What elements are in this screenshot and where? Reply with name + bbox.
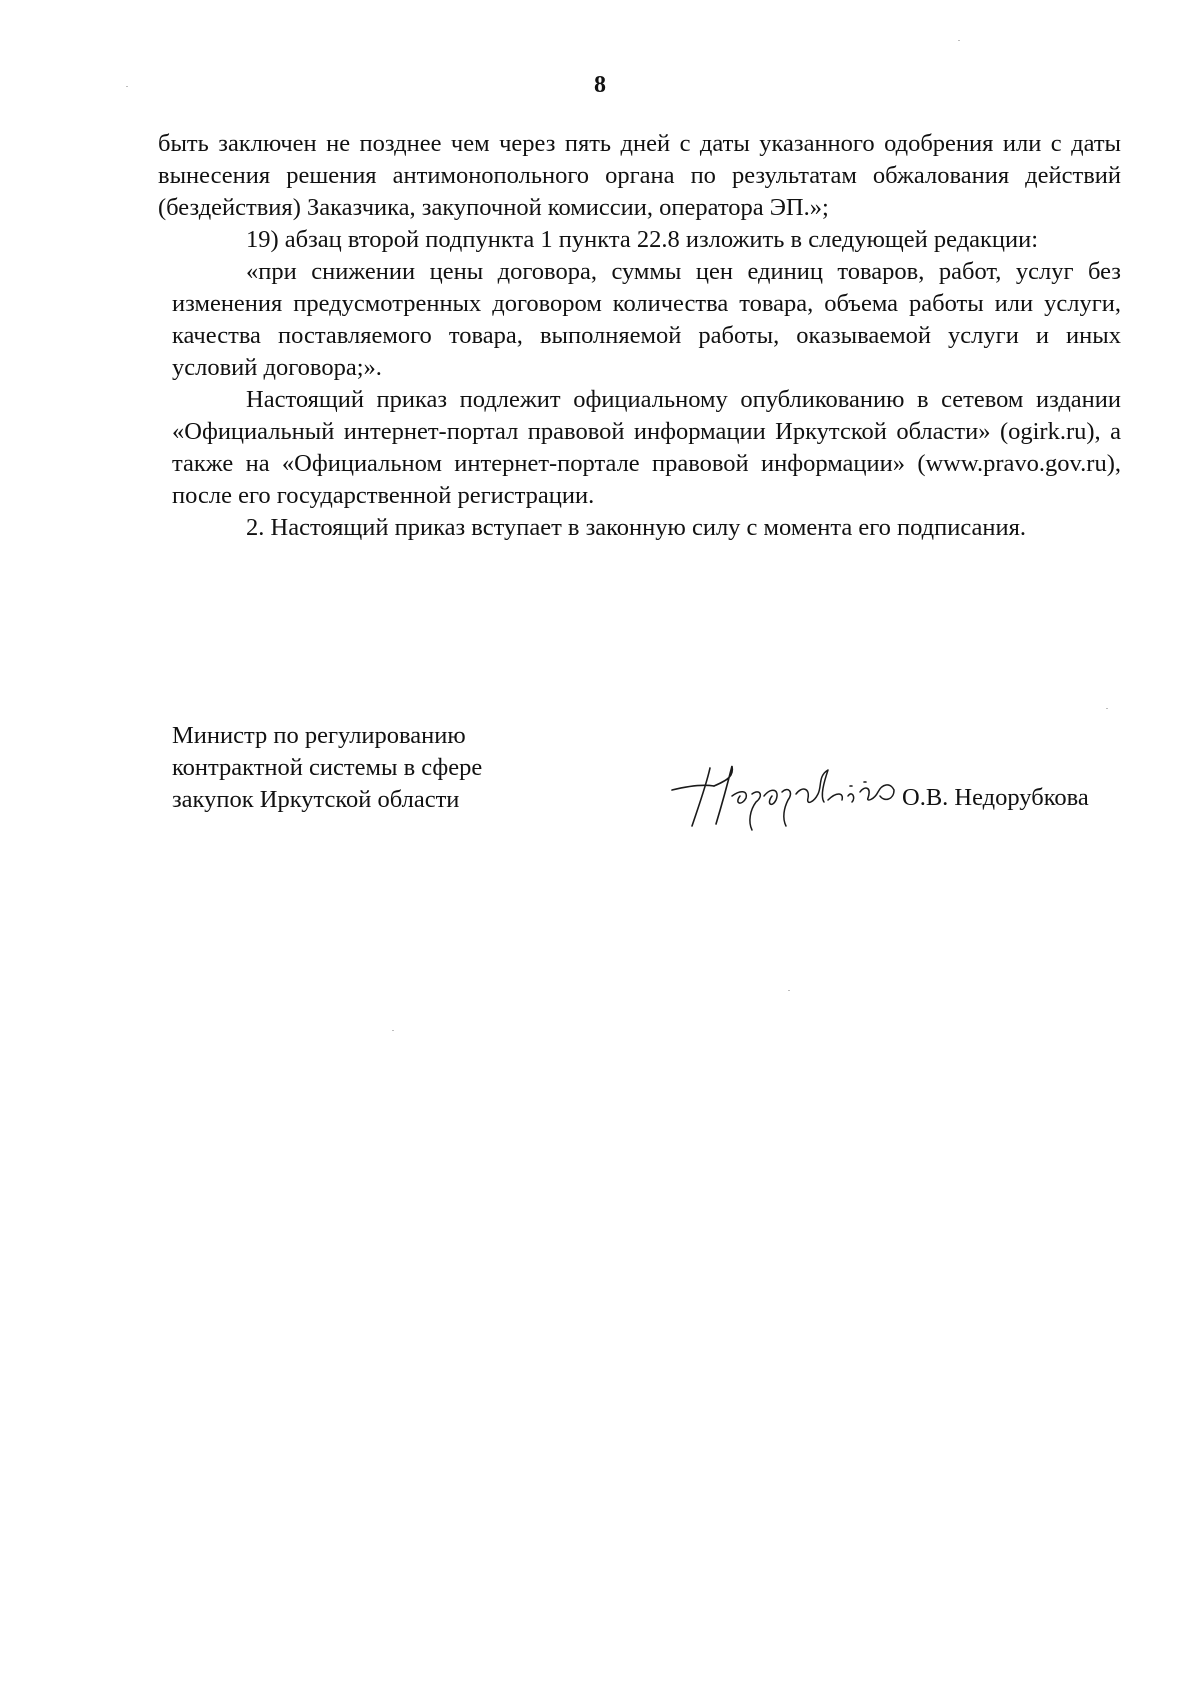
paragraph-quote: «при снижении цены договора, суммы цен единиц товаров, работ, услуг без изменения предусмотренных договором количества товара, объема работы или услуги, качества поставляемого товара, выполняемой работы, оказываемой услуги и иных условий договора;». — [172, 258, 1121, 381]
signatory-position — [172, 720, 482, 816]
indented-block — [158, 256, 1121, 544]
signatory-name: О.В. Недорубкова — [902, 784, 1089, 811]
position-line: Министр по регулированию — [172, 722, 466, 749]
scan-speck — [958, 40, 960, 41]
position-line: закупок Иркутской области — [172, 786, 460, 813]
paragraph-publication: Настоящий приказ подлежит официальному опубликованию в сетевом издании «Официальный интернет-портал правовой информации Иркутской области» (ogirk.ru), а также на «Официальном интернет-портале правовой информации» (www.pravo.gov.ru), после его государственной регистрации. — [172, 386, 1121, 509]
handwritten-signature — [668, 756, 918, 836]
document-body — [158, 128, 1121, 544]
scan-speck — [1106, 708, 1108, 709]
scan-speck — [392, 1030, 394, 1031]
paragraph-effective: 2. Настоящий приказ вступает в законную силу с момента его подписания. — [246, 514, 1027, 541]
scan-speck — [126, 86, 128, 87]
position-line: контрактной системы в сфере — [172, 754, 483, 781]
page-number: 8 — [594, 72, 606, 98]
paragraph-item-19: 19) абзац второй подпункта 1 пункта 22.8 изложить в следующей редакции: — [246, 226, 1039, 253]
paragraph-continuation: быть заключен не позднее чем через пять дней с даты указанного одобрения или с даты вынесения решения антимонопольного органа по результатам обжалования действий (бездействия) Заказчика, закупочной комиссии, оператора ЭП.»; — [158, 130, 1121, 221]
scan-speck — [788, 990, 790, 991]
